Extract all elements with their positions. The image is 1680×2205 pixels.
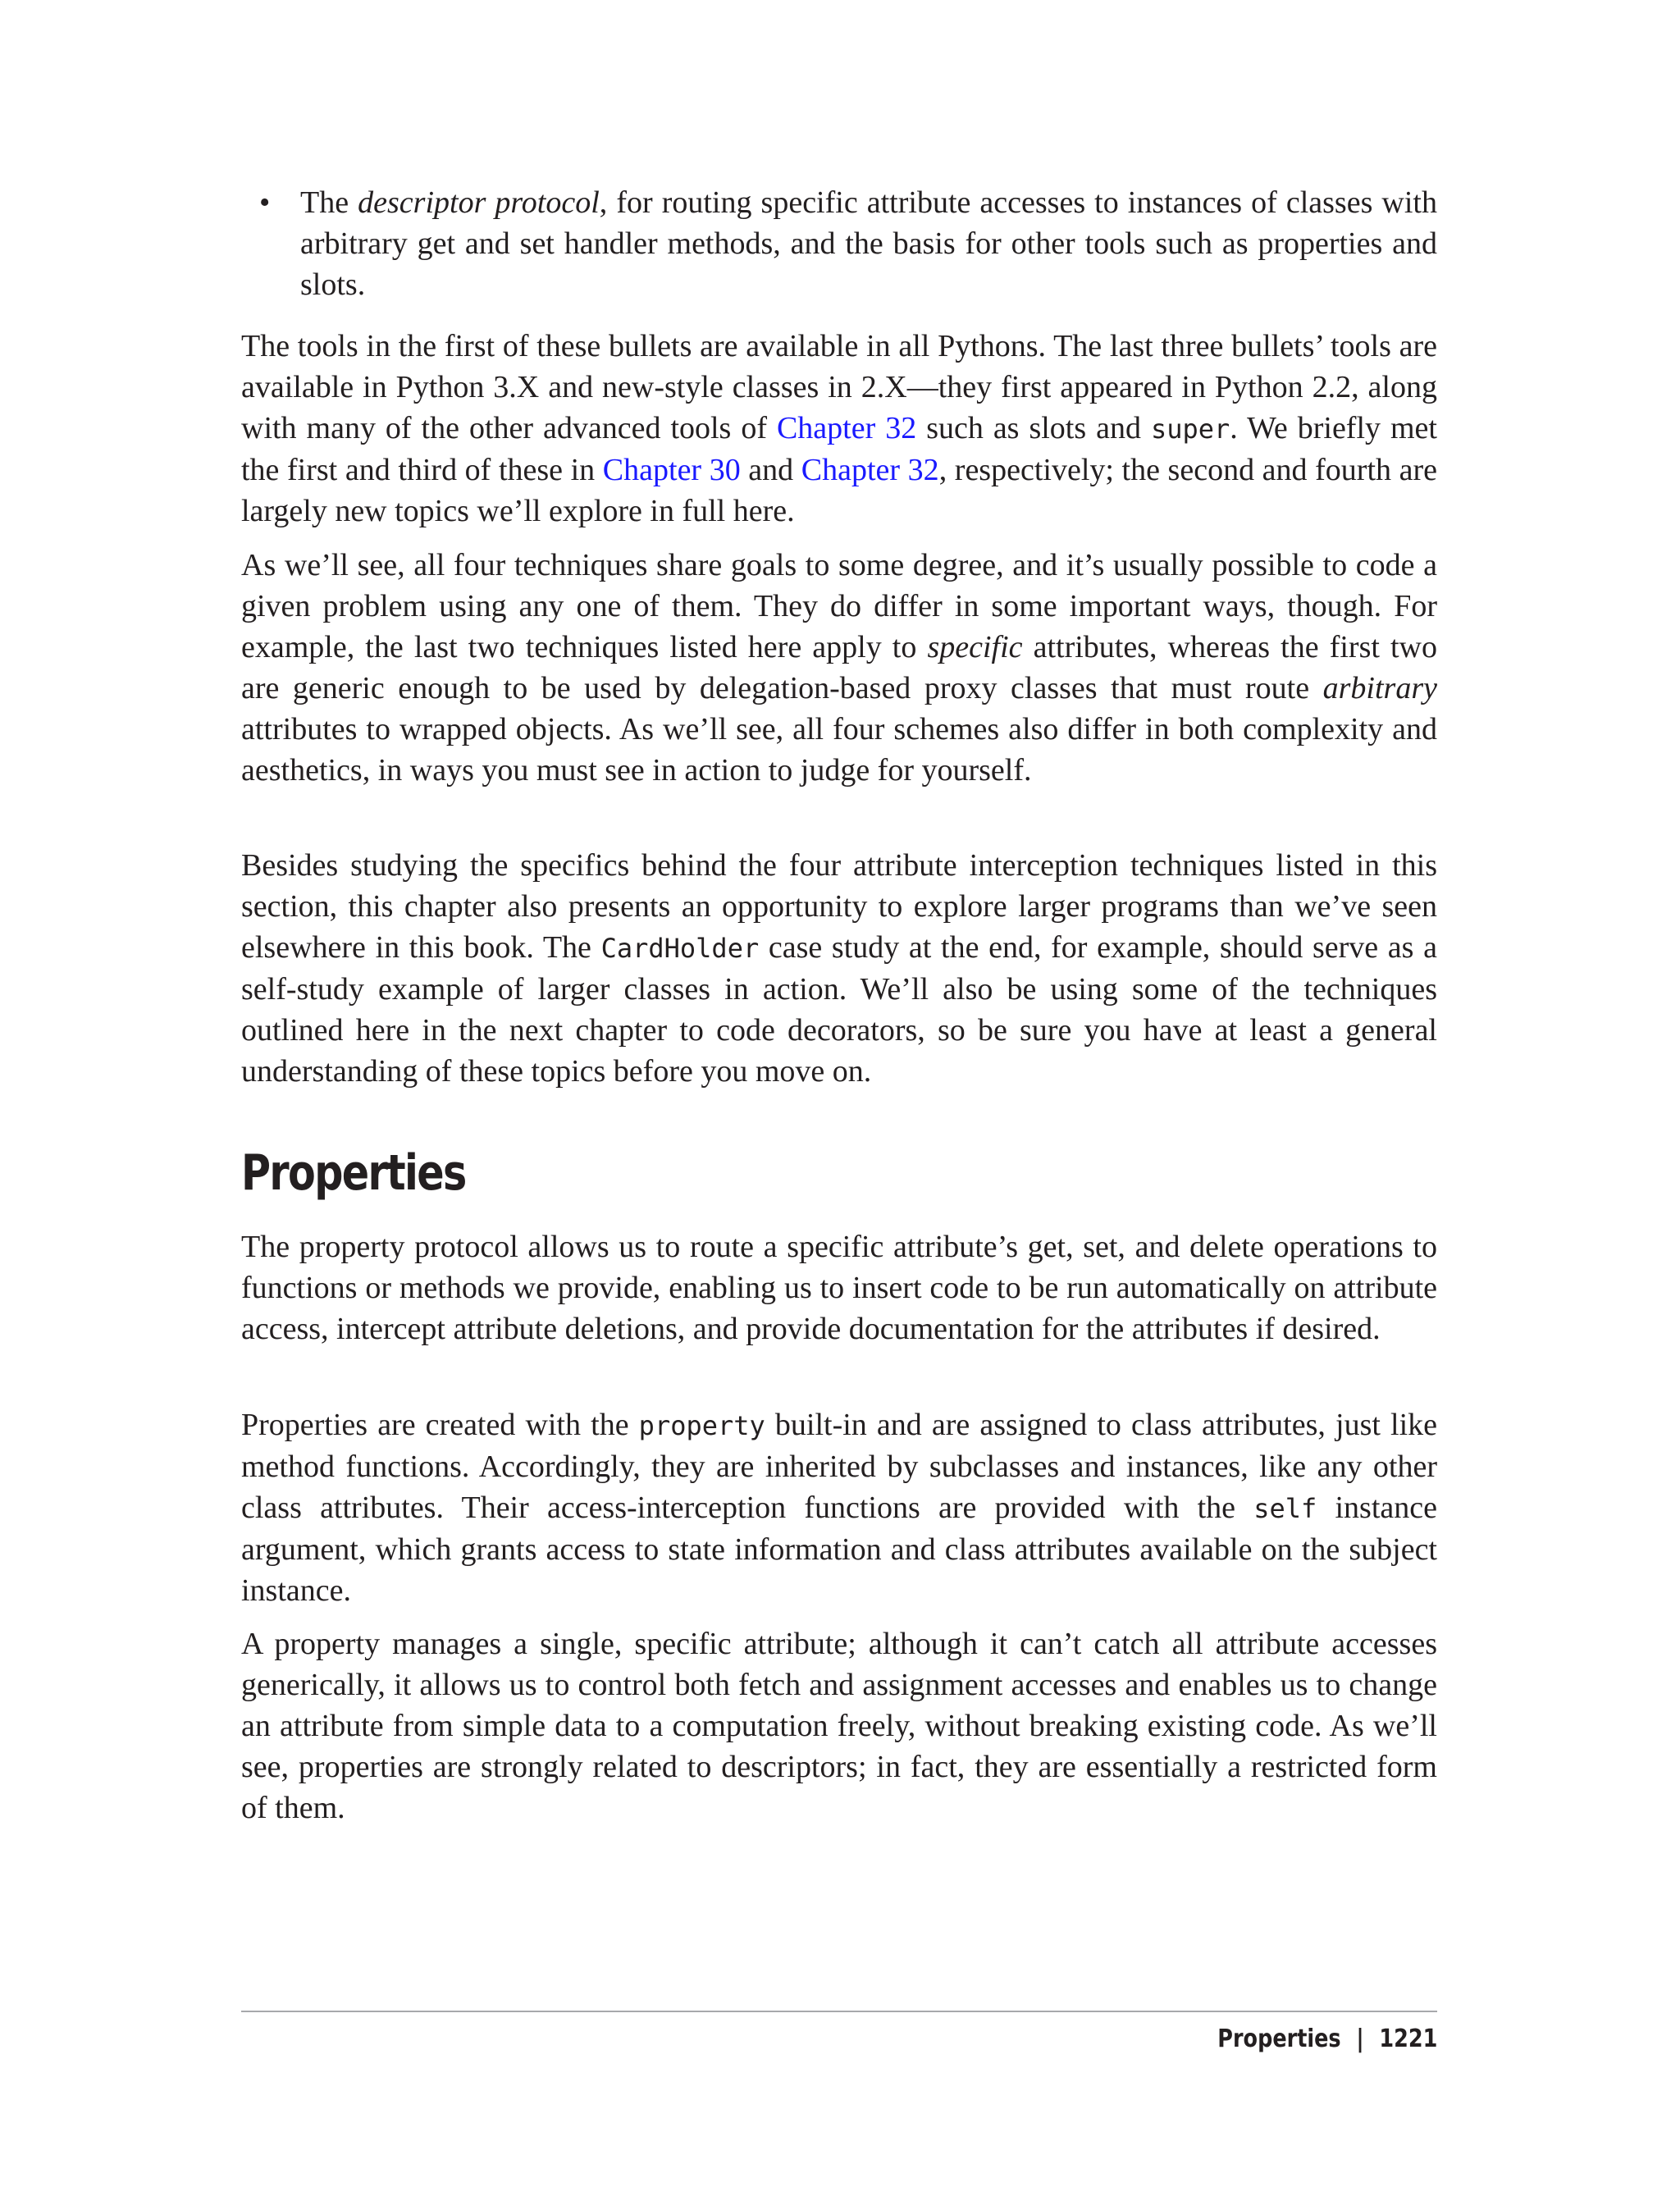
- section-heading: Properties: [241, 1144, 466, 1202]
- paragraph-2: As we’ll see, all four techniques share goals to some degree, and it’s usually possible to code a given problem using any one of them. They do differ in some important ways, though. For example, the last two techniques listed here apply to specific attributes, whereas the first two are generic enough to be used by delegation-based proxy classes that must route arbitrary attributes to wrapped objects. As we’ll see, all four schemes also differ in both complexity and aesthetics, in ways you must see in action to judge for yourself.: [241, 548, 1438, 788]
- bullet-marker: •: [259, 185, 271, 220]
- paragraph-3: Besides studying the specifics behind the four attribute interception techniques listed in this section, this chapter also presents an opportunity to explore larger programs than we’ve seen elsewhere in this book. The CardHolder case study at the end, for example, should serve as a self-study example of larger classes in action. We’ll also be using some of the techniques outlined here in the next chapter to code decorators, so be sure you have at least a general understanding of these topics before you move on.: [241, 848, 1437, 1089]
- code-property: property: [638, 1410, 765, 1441]
- chapter-30-link[interactable]: Chapter 30: [602, 453, 741, 487]
- emphasis-specific: specific: [927, 630, 1023, 664]
- code-cardholder: CardHolder: [600, 933, 760, 964]
- bullet-item: [241, 182, 1437, 305]
- code-super: super: [1150, 413, 1230, 445]
- paragraph-5: Properties are created with the property built-in and are assigned to class attributes, just like method functions. Accordingly, they are inherited by subclasses and instances, like any other class attributes. Their access-interception functions are provided with the self instance argument, which grants access to state information and class attributes available on the subject instance.: [241, 1408, 1437, 1608]
- footer-separator: |: [1356, 2025, 1364, 2053]
- footer-section-title: Properties: [1217, 2025, 1341, 2053]
- chapter-32-link[interactable]: Chapter 32: [776, 411, 917, 445]
- paragraph-1: The tools in the first of these bullets are available in all Pythons. The last three bullets’ tools are available in Python 3.X and new-style classes in 2.X—they first appeared in Python 2.2, along with many of the other advanced tools of Chapter 32 such as slots and super. We briefly met the first and third of these in Chapter 30 and Chapter 32, respectively; the second and fourth are largely new topics we’ll explore in full here.: [241, 329, 1438, 528]
- page-number: 1221: [1379, 2025, 1437, 2053]
- chapter-32-link-2[interactable]: Chapter 32: [801, 453, 939, 487]
- emphasis-arbitrary: arbitrary: [1322, 671, 1437, 705]
- bullet-text: The descriptor protocol, for routing specific attribute accesses to instances of classes with arbitrary get and set handler methods, and the basis for other tools such as properties and slots.: [300, 185, 1437, 302]
- code-self: self: [1253, 1493, 1317, 1524]
- paragraph-6: A property manages a single, specific attribute; although it can’t catch all attribute accesses generically, it allows us to control both fetch and assignment accesses and enables us to change an attribute from simple data to a computation freely, without breaking existing code. As we’ll see, properties are strongly related to descriptors; in fact, they are essentially a restricted form of them.: [241, 1627, 1437, 1825]
- emphasis: descriptor protocol: [358, 185, 600, 220]
- paragraph-4: The property protocol allows us to route a specific attribute’s get, set, and delete operations to functions or methods we provide, enabling us to insert code to be run automatically on attribute access, intercept attribute deletions, and provide documentation for the attributes if desired.: [241, 1230, 1437, 1346]
- page-footer: [1217, 2023, 1437, 2056]
- footer-divider: [241, 2011, 1437, 2012]
